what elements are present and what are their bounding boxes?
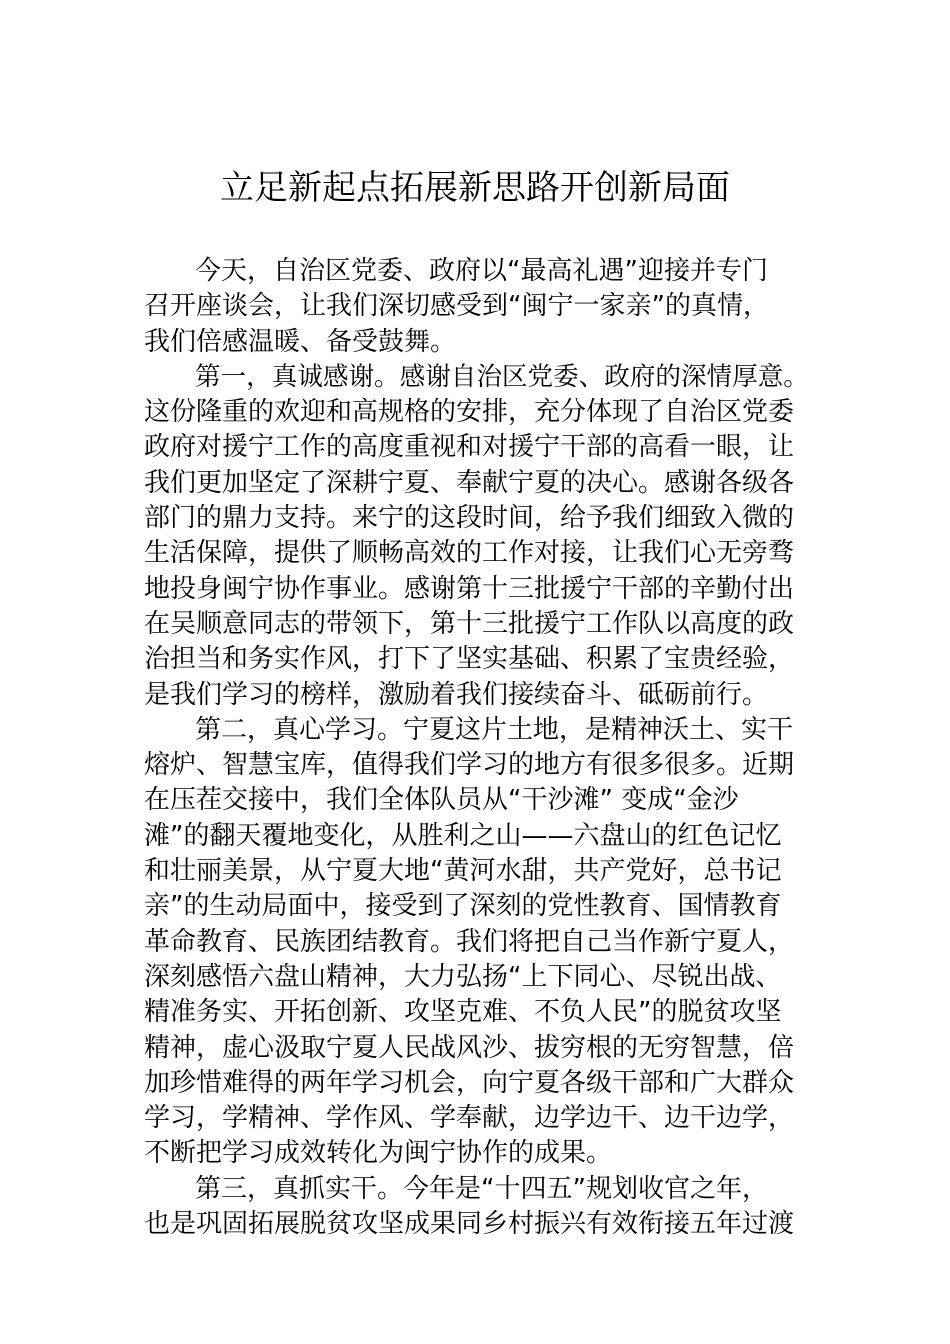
text-line: 在吴顺意同志的带领下，第十三批援宁工作队以高度的政 (144, 608, 795, 639)
text-line: 滩”的翻天覆地变化，从胜利之山——六盘山的红色记忆 (144, 820, 782, 851)
paragraph-first-line: 第一，真诚感谢。感谢自治区党委、政府的深情厚意。 (195, 361, 809, 392)
text-line: 是我们学习的榜样，激励着我们接续奋斗、砥砺前行。 (144, 679, 769, 710)
paragraph-first-line: 第二，真心学习。宁夏这片土地，是精神沃土、实干 (195, 714, 794, 745)
text-line: 生活保障，提供了顺畅高效的工作对接，让我们心无旁骛 (144, 538, 795, 569)
text-line: 和壮丽美景，从宁夏大地“黄河水甜，共产党好，总书记 (144, 856, 782, 887)
text-line: 在压茬交接中，我们全体队员从“干沙滩” 变成“金沙 (144, 785, 739, 816)
text-line: 部门的鼎力支持。来宁的这段时间，给予我们细致入微的 (144, 503, 795, 534)
paragraph-first-line: 第三，真抓实干。今年是“十四五”规划收官之年， (195, 1173, 768, 1204)
document-title: 立足新起点拓展新思路开创新局面 (220, 168, 730, 208)
text-line: 精准务实、开拓创新、攻坚克难、不负人民”的脱贫攻坚 (144, 997, 782, 1028)
text-line: 革命教育、民族团结教育。我们将把自己当作新宁夏人， (144, 926, 795, 957)
text-line: 这份隆重的欢迎和高规格的安排，充分体现了自治区党委 (144, 397, 795, 428)
text-line: 加珍惜难得的两年学习机会，向宁夏各级干部和广大群众 (144, 1067, 795, 1098)
text-line: 学习，学精神、学作风、学奉献，边学边干、边干边学， (144, 1103, 795, 1134)
text-line: 政府对援宁工作的高度重视和对援宁干部的高看一眼，让 (144, 432, 795, 463)
text-line: 熔炉、智慧宝库，值得我们学习的地方有很多很多。近期 (144, 750, 795, 781)
text-line: 我们倍感温暖、备受鼓舞。 (144, 326, 457, 357)
document-body (144, 254, 809, 1242)
paragraph-first-line: 今天，自治区党委、政府以“最高礼遇”迎接并专门 (195, 256, 768, 286)
text-line: 治担当和务实作风，打下了坚实基础、积累了宝贵经验， (144, 644, 795, 675)
text-line: 精神，虚心汲取宁夏人民战风沙、拔穷根的无穷智慧，倍 (144, 1032, 795, 1063)
text-line: 我们更加坚定了深耕宁夏、奉献宁夏的决心。感谢各级各 (144, 467, 795, 498)
text-line: 地投身闽宁协作事业。感谢第十三批援宁干部的辛勤付出 (144, 573, 795, 604)
text-line: 亲”的生动局面中，接受到了深刻的党性教育、国情教育 (144, 891, 782, 922)
text-line: 深刻感悟六盘山精神，大力弘扬“上下同心、尽锐出战、 (144, 961, 782, 992)
text-line: 召开座谈会，让我们深切感受到“闽宁一家亲”的真情， (144, 291, 769, 322)
text-line: 也是巩固拓展脱贫攻坚成果同乡村振兴有效衔接五年过渡 (144, 1209, 795, 1240)
text-line: 不断把学习成效转化为闽宁协作的成果。 (144, 1138, 613, 1169)
